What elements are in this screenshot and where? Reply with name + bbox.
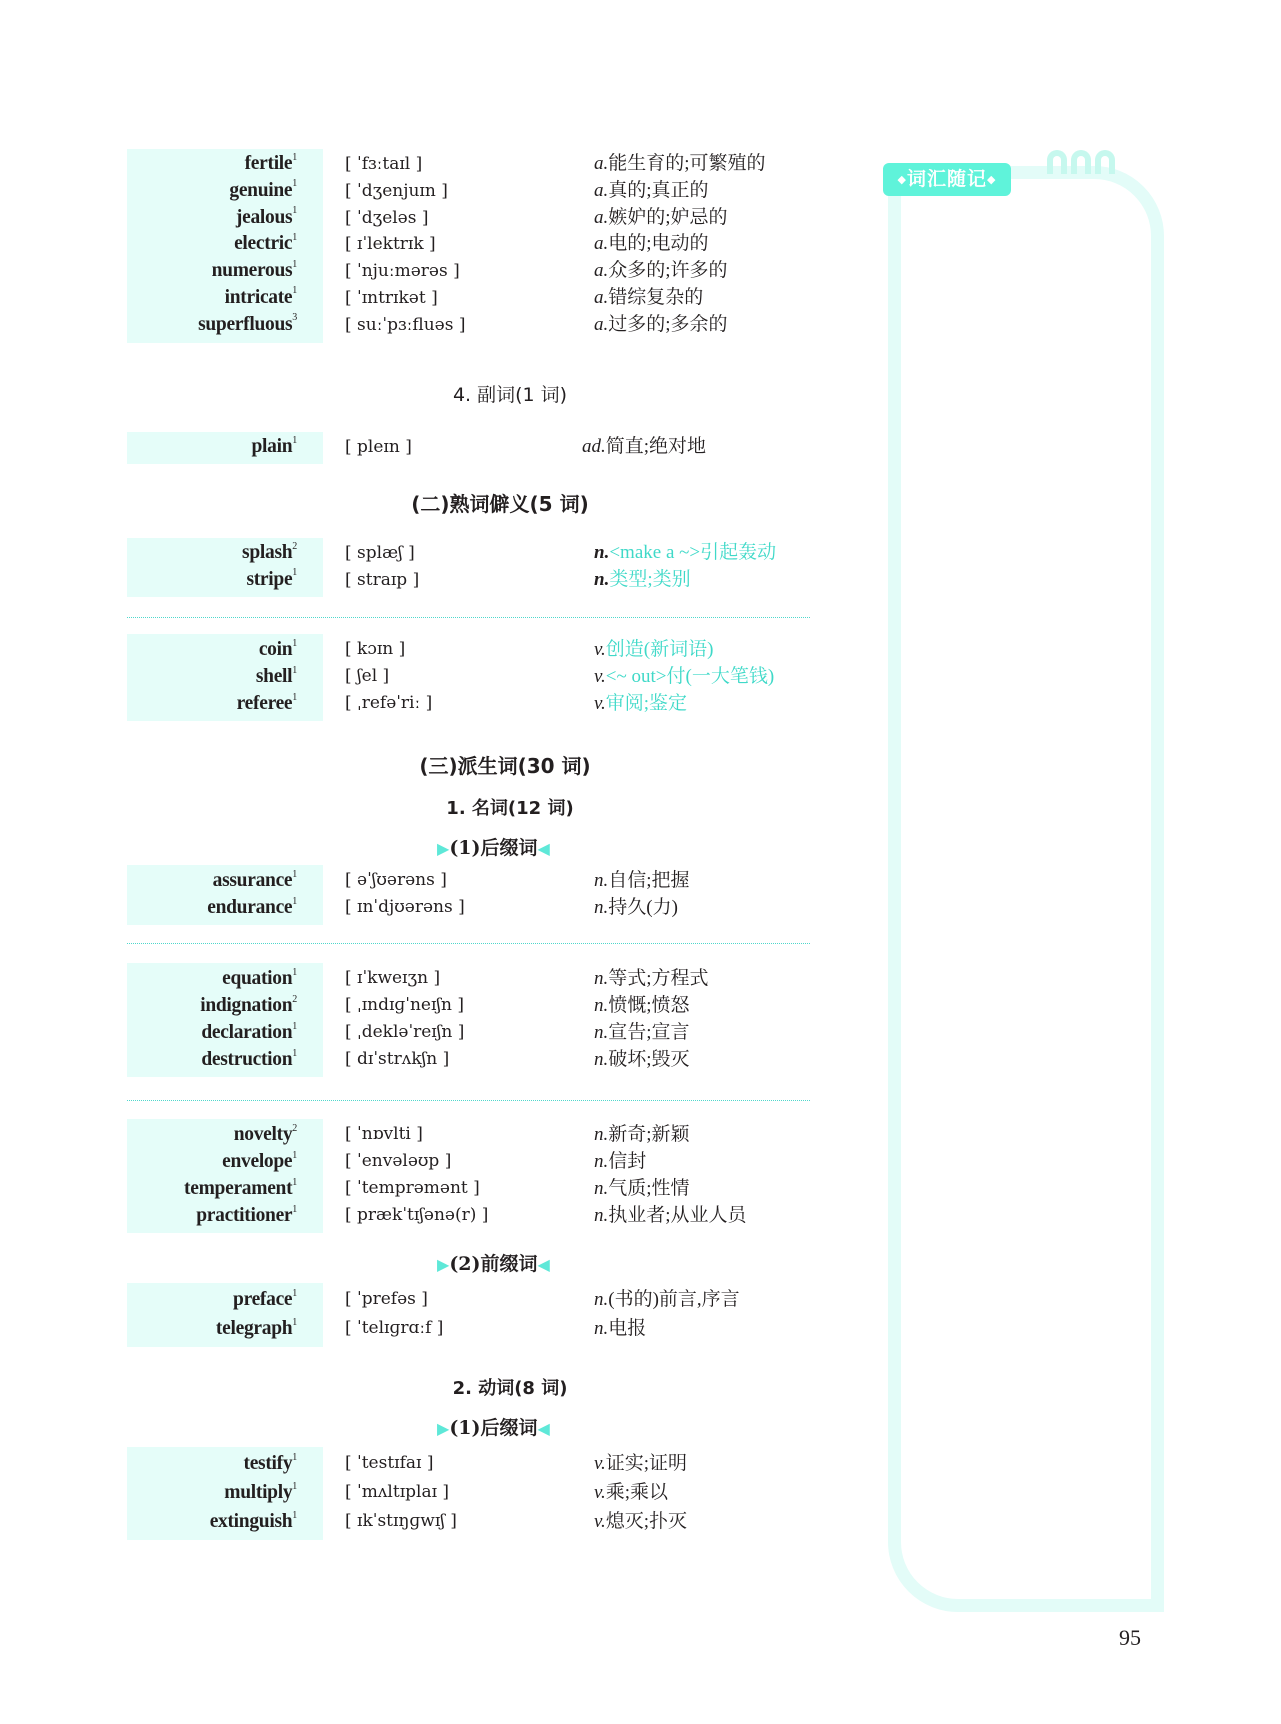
noun-suffix-list-3	[127, 1121, 807, 1229]
triangle-right-icon: ▶	[437, 1255, 450, 1274]
phonetic: [ ˈtestɪfaɪ ]	[345, 1453, 434, 1473]
definition	[594, 205, 728, 232]
definition	[594, 312, 728, 339]
headword: destruction$^1$	[201, 1047, 297, 1070]
triangle-left-icon: ◀	[537, 1255, 550, 1274]
vocab-entry	[127, 1314, 807, 1343]
phonetic: [ kɔɪn ]	[345, 639, 406, 659]
noun-prefix-list	[127, 1285, 807, 1343]
frequency-mark: 2	[292, 1122, 297, 1134]
vocab-entry	[127, 1148, 807, 1175]
headword: numerous$^1$	[211, 258, 297, 282]
part-of-speech: n.	[594, 1151, 609, 1172]
vocab-entry	[127, 965, 807, 992]
headword: multiply$^1$	[224, 1480, 297, 1503]
subheading-noun-suffix: ▶(1)后缀词◀	[437, 837, 550, 859]
meaning: <~ out>付(一大笔钱)	[605, 666, 775, 687]
diamond-icon: ◆	[987, 173, 997, 186]
meaning: 破坏;毁灭	[608, 1049, 690, 1070]
triangle-left-icon: ◀	[537, 1419, 550, 1438]
part-of-speech: n.	[594, 968, 609, 989]
definition	[594, 178, 709, 205]
headword: plain$^1$	[251, 434, 297, 457]
headword: electric$^1$	[234, 231, 297, 255]
vocab-entry	[127, 663, 807, 690]
vocab-entry	[127, 1121, 807, 1148]
meaning: 简直;绝对地	[605, 436, 707, 457]
vocab-entry	[127, 540, 807, 567]
vocab-entry	[127, 992, 807, 1019]
vocab-entry	[127, 151, 807, 178]
page-number: 95	[1119, 1625, 1141, 1650]
part-of-speech: v.	[594, 1511, 606, 1532]
frequency-mark: 1	[292, 567, 297, 578]
headword: envelope$^1$	[222, 1149, 297, 1172]
part-of-speech: n.	[594, 568, 610, 590]
part-of-speech: a.	[594, 260, 609, 282]
frequency-mark: 1	[292, 205, 297, 217]
phonetic: [ ɪnˈdjʊərəns ]	[345, 897, 465, 917]
part-of-speech: n.	[594, 1318, 609, 1339]
dotted-divider	[127, 943, 810, 944]
phonetic: [ ˌrefəˈriː ]	[345, 693, 433, 713]
headword: stripe$^1$	[246, 567, 297, 590]
vocab-notes-panel	[888, 166, 1164, 1612]
part-of-speech: a.	[594, 206, 609, 228]
meaning: 执业者;从业人员	[608, 1205, 747, 1226]
part-of-speech: n.	[594, 1022, 609, 1043]
part-of-speech: v.	[594, 639, 606, 660]
vocab-entry	[127, 1046, 807, 1073]
definition	[594, 636, 713, 663]
frequency-mark: 3	[292, 312, 297, 324]
meaning: 证实;证明	[605, 1453, 688, 1474]
headword: indignation$^2$	[200, 993, 297, 1016]
familiar-word-list-verbs	[127, 636, 807, 717]
vocab-entry	[127, 867, 807, 894]
vocab-notes-badge	[883, 163, 1011, 196]
verb-suffix-list	[127, 1449, 807, 1536]
phonetic: [ ˌɪndɪɡˈneɪʃn ]	[345, 995, 465, 1015]
headword: practitioner$^1$	[196, 1203, 297, 1226]
frequency-mark: 1	[292, 1020, 297, 1032]
headword: intricate$^1$	[224, 285, 297, 308]
phonetic: [ dɪˈstrʌkʃn ]	[345, 1049, 450, 1069]
frequency-mark: 1	[292, 151, 297, 163]
phonetic: [ ɪkˈstɪŋɡwɪʃ ]	[345, 1511, 457, 1531]
frequency-mark: 1	[292, 1203, 297, 1215]
adjective-word-list	[127, 151, 807, 339]
frequency-mark: 1	[292, 258, 297, 270]
meaning: 真的;真正的	[608, 179, 709, 201]
section-heading-adverbs: 4. 副词(1 词)	[452, 384, 568, 406]
frequency-mark: 1	[292, 637, 297, 649]
frequency-mark: 1	[292, 1316, 297, 1328]
frequency-mark: 1	[292, 1451, 297, 1463]
frequency-mark: 1	[292, 231, 297, 243]
phonetic: [ ˈnjuːmərəs ]	[345, 261, 460, 282]
phonetic: [ prækˈtɪʃənə(r) ]	[345, 1205, 489, 1225]
vocab-entry	[127, 690, 807, 717]
phonetic: [ suːˈpɜːfluəs ]	[345, 314, 466, 335]
meaning: 类型;类别	[609, 568, 691, 590]
frequency-mark: 1	[292, 1509, 297, 1521]
meaning: (书的)前言,序言	[608, 1289, 740, 1310]
part-of-speech: a.	[594, 153, 609, 174]
definition	[594, 1507, 687, 1536]
vocab-entry	[127, 1202, 807, 1229]
binder-rings-decoration	[1047, 150, 1117, 172]
definition	[594, 1019, 690, 1046]
headword: coin$^1$	[258, 637, 297, 660]
phonetic: [ straɪp ]	[345, 569, 420, 590]
vocab-entry	[127, 258, 807, 285]
definition	[594, 1121, 690, 1148]
vocab-entry	[127, 1019, 807, 1046]
part-of-speech: v.	[594, 1482, 606, 1503]
definition	[582, 434, 706, 460]
section-heading-derived-words: (三)派生词(30 词)	[419, 754, 591, 778]
part-of-speech: ad.	[582, 436, 606, 457]
noun-suffix-list-2	[127, 965, 807, 1073]
phonetic: [ ˈprefəs ]	[345, 1289, 428, 1309]
headword: extinguish$^1$	[209, 1509, 297, 1532]
meaning: 电报	[608, 1318, 647, 1339]
triangle-right-icon: ▶	[437, 839, 450, 858]
headword: shell$^1$	[255, 664, 297, 687]
familiar-word-list-nouns	[127, 540, 807, 593]
part-of-speech: n.	[594, 542, 610, 563]
adverb-word-list	[127, 434, 807, 460]
vocab-entry	[127, 205, 807, 232]
definition	[594, 1314, 646, 1343]
part-of-speech: a.	[594, 233, 609, 255]
frequency-mark: 1	[292, 691, 297, 703]
meaning: 熄灭;扑灭	[605, 1511, 688, 1532]
headword: genuine$^1$	[229, 178, 297, 201]
frequency-mark: 1	[292, 1176, 297, 1188]
phonetic: [ ˈdʒenjuɪn ]	[345, 180, 448, 201]
part-of-speech: v.	[594, 666, 606, 687]
part-of-speech: a.	[594, 179, 609, 201]
phonetic: [ ˈenvələʊp ]	[345, 1151, 452, 1171]
phonetic: [ ˈmʌltɪplaɪ ]	[345, 1482, 450, 1502]
noun-suffix-list-1	[127, 867, 807, 921]
definition	[594, 540, 776, 567]
phonetic: [ ʃel ]	[345, 666, 390, 686]
phonetic: [ ˈtemprəmənt ]	[345, 1178, 480, 1198]
frequency-mark: 1	[292, 1047, 297, 1059]
vocab-entry	[127, 1507, 807, 1536]
meaning: 气质;性情	[608, 1178, 690, 1199]
phonetic: [ əˈʃʊərəns ]	[345, 870, 447, 890]
meaning: 电的;电动的	[608, 233, 709, 255]
definition	[594, 663, 774, 690]
meaning: 等式;方程式	[608, 968, 709, 989]
headword: equation$^1$	[222, 966, 297, 989]
phonetic: [ splæʃ ]	[345, 543, 415, 563]
phonetic: [ ˈɪntrɪkət ]	[345, 287, 438, 308]
subheading-verb-suffix: ▶(1)后缀词◀	[437, 1417, 550, 1439]
phonetic: [ ˌdekləˈreɪʃn ]	[345, 1022, 465, 1042]
frequency-mark: 1	[292, 966, 297, 978]
phonetic: [ ˈdʒeləs ]	[345, 207, 429, 228]
definition	[594, 867, 690, 894]
frequency-mark: 1	[292, 178, 297, 190]
phonetic: [ ˈtelɪɡrɑːf ]	[345, 1318, 444, 1338]
part-of-speech: a.	[594, 286, 609, 308]
meaning: 嫉妒的;妒忌的	[608, 206, 728, 228]
vocab-entry	[127, 434, 807, 460]
definition	[594, 1148, 646, 1175]
meaning: 信封	[608, 1151, 647, 1172]
headword: assurance$^1$	[212, 868, 297, 891]
part-of-speech: v.	[594, 1453, 606, 1474]
headword: novelty$^2$	[233, 1122, 297, 1145]
vocab-entry	[127, 894, 807, 921]
frequency-mark: 1	[292, 1149, 297, 1161]
ring-icon	[1071, 150, 1091, 174]
vocab-entry	[127, 1478, 807, 1507]
section-heading-familiar-words: (二)熟词僻义(5 词)	[411, 492, 589, 516]
meaning: 新奇;新颖	[608, 1124, 690, 1145]
section-heading-nouns: 1. 名词(12 词)	[446, 798, 574, 819]
meaning: <make a ~>引起轰动	[609, 542, 777, 563]
meaning: 能生育的;可繁殖的	[608, 153, 766, 174]
headword: fertile$^1$	[244, 151, 297, 174]
vocab-entry	[127, 231, 807, 258]
phonetic: [ ˈfɜːtaɪl ]	[345, 154, 423, 174]
section-heading-verbs: 2. 动词(8 词)	[452, 1378, 568, 1399]
triangle-right-icon: ▶	[437, 1419, 450, 1438]
meaning: 众多的;许多的	[608, 260, 728, 282]
headword: jealous$^1$	[235, 205, 297, 228]
vocab-entry	[127, 636, 807, 663]
frequency-mark: 1	[292, 434, 297, 446]
phonetic: [ pleɪn ]	[345, 437, 412, 457]
vocab-entry	[127, 178, 807, 205]
definition	[594, 231, 709, 258]
frequency-mark: 1	[292, 895, 297, 907]
frequency-mark: 1	[292, 1287, 297, 1299]
meaning: 持久(力)	[608, 897, 678, 918]
definition	[594, 1175, 690, 1202]
definition	[594, 151, 766, 178]
headword: endurance$^1$	[207, 895, 297, 918]
headword: superfluous$^3$	[198, 312, 297, 335]
part-of-speech: n.	[594, 897, 609, 918]
subheading-noun-prefix: ▶(2)前缀词◀	[437, 1253, 550, 1275]
part-of-speech: n.	[594, 1205, 609, 1226]
meaning: 乘;乘以	[605, 1482, 669, 1503]
vocab-entry	[127, 1175, 807, 1202]
part-of-speech: n.	[594, 1289, 609, 1310]
meaning: 审阅;鉴定	[605, 693, 688, 714]
definition	[594, 285, 703, 312]
part-of-speech: v.	[594, 693, 606, 714]
headword: preface$^1$	[233, 1287, 297, 1310]
meaning: 宣告;宣言	[608, 1022, 690, 1043]
headword: testify$^1$	[243, 1451, 297, 1474]
definition	[594, 894, 678, 921]
vocab-entry	[127, 285, 807, 312]
vocab-entry	[127, 312, 807, 339]
meaning: 愤慨;愤怒	[608, 995, 690, 1016]
phonetic: [ ɪˈlektrɪk ]	[345, 234, 436, 255]
phonetic: [ ɪˈkweɪʒn ]	[345, 968, 441, 988]
triangle-left-icon: ◀	[537, 839, 550, 858]
definition	[594, 965, 709, 992]
definition	[594, 1478, 668, 1507]
phonetic: [ ˈnɒvlti ]	[345, 1124, 423, 1144]
meaning: 创造(新词语)	[605, 639, 714, 660]
frequency-mark: 1	[292, 868, 297, 880]
vocab-entry	[127, 567, 807, 594]
frequency-mark: 1	[292, 664, 297, 676]
definition	[594, 1285, 740, 1314]
headword: declaration$^1$	[201, 1020, 297, 1043]
headword: referee$^1$	[236, 691, 297, 714]
frequency-mark: 1	[292, 285, 297, 297]
dotted-divider	[127, 1100, 810, 1101]
vocab-entry	[127, 1449, 807, 1478]
meaning: 错综复杂的	[608, 286, 704, 308]
vocab-notes-title: 词汇随记	[906, 168, 987, 190]
definition	[594, 258, 728, 285]
dotted-divider	[127, 617, 810, 618]
part-of-speech: a.	[594, 313, 609, 335]
headword: temperament$^1$	[184, 1176, 297, 1199]
vocab-entry	[127, 1285, 807, 1314]
ring-icon	[1095, 150, 1115, 174]
definition	[594, 1202, 747, 1229]
frequency-mark: 2	[292, 993, 297, 1005]
part-of-speech: n.	[594, 1178, 609, 1199]
part-of-speech: n.	[594, 995, 609, 1016]
definition	[594, 690, 687, 717]
definition	[594, 1046, 690, 1073]
part-of-speech: n.	[594, 1124, 609, 1145]
ring-icon	[1047, 150, 1067, 174]
part-of-speech: n.	[594, 870, 609, 891]
frequency-mark: 2	[292, 540, 297, 552]
headword: telegraph$^1$	[215, 1316, 297, 1339]
diamond-icon: ◆	[897, 173, 907, 186]
frequency-mark: 1	[292, 1480, 297, 1492]
definition	[594, 567, 691, 594]
headword: splash$^2$	[242, 540, 297, 563]
definition	[594, 992, 690, 1019]
meaning: 过多的;多余的	[608, 313, 728, 335]
definition	[594, 1449, 687, 1478]
meaning: 自信;把握	[608, 870, 690, 891]
part-of-speech: n.	[594, 1049, 609, 1070]
